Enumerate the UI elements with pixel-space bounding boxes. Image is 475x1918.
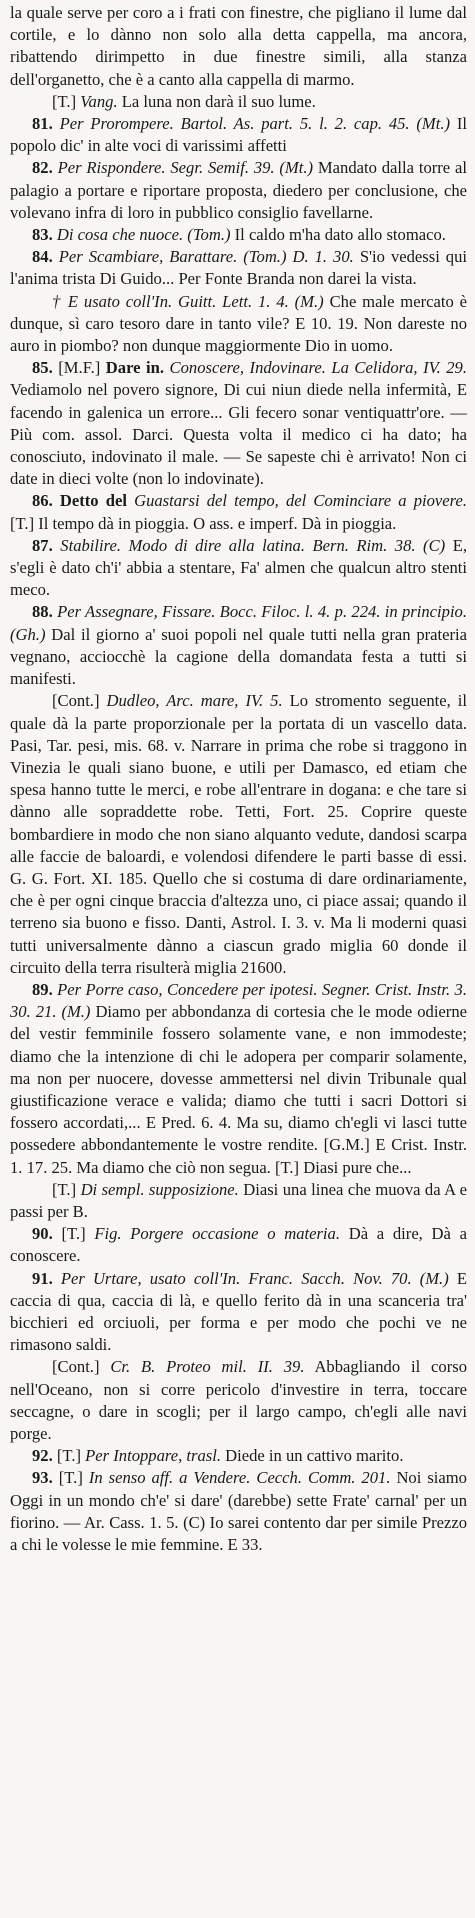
source-tag: [T.]	[58, 1468, 83, 1488]
source-tag: [Cont.]	[52, 691, 100, 711]
citation: Dudleo, Arc. mare, IV. 5.	[106, 691, 283, 711]
citation: † E usato coll'In. Guitt. Lett. 1. 4. (M.)	[52, 291, 324, 311]
entry-text: E, s'egli è dato ch'i' abbia a stentare, Fa' almen che qualcun altro stenti meco.	[10, 535, 468, 600]
entry-text: Noi siamo Oggi in un mondo ch'e' si dare' (darebbe) sette Frate' carnal' per un fiorino. — Ar. Cass. 1. 5. (C) Io sarei contento dar per simile Prezzo a chi le volesse le mie femmine. E 33.	[10, 1468, 467, 1555]
entry-text: Dà a dire, Dà a conoscere.	[10, 1224, 467, 1266]
entry-number: 84.	[32, 247, 53, 267]
entry-88	[10, 601, 467, 690]
source-tag: [T.]	[61, 1224, 86, 1244]
entry-number: 91.	[32, 1268, 53, 1288]
entry-text: Diede in un cattivo marito.	[225, 1446, 404, 1466]
entry-number: 83.	[32, 225, 53, 245]
entry-text: E caccia di qua, caccia di là, e quello ferito dà in una scanceria tra' bicchieri ed orciuoli, per forma e per modo che pochi ve ne rimasono saldi.	[10, 1268, 467, 1355]
entry-text: Lo stromento seguente, il quale dà la parte proporzionale per la portata di un vascello data. Pasi, Tar. pesi, mis. 68. v. Narrare in prima che robe si traggono in Vinezia le quali siano buone, e utili per Damasco, ed etiam che spesa hanno tutte le merci, e robe all'entrare in dogana: e che tare si dànno alle sopraddette robe. Tetti, Fort. 25. Coprire queste bombardiere in modo che non siano alquanto vedute, dandosi scarpa alle faccie de baloardi, e volendosi difendere le parti basse di essi. G. G. Fort. XI. 185. Quello che si costuma di dare ordinariamente, che è per ogni cinque braccia d'altezza uno, ci piace assai; quando il terreno sia buono e fisso. Danti, Astrol. I. 3. v. Ma li moderni quasi tutti universalmente dànno a ciascun grado miglia 60 donde il circuito della terra risulterà miglia 21600.	[10, 691, 468, 977]
entry-number: 82.	[32, 158, 53, 178]
entry-number: 88.	[32, 602, 53, 622]
citation: Guastarsi del tempo, del Cominciare a piovere.	[134, 491, 467, 511]
entry-heading: Detto del	[59, 491, 127, 511]
entry-text: Il caldo m'ha dato allo stomaco.	[234, 225, 446, 245]
entry-87	[10, 535, 467, 602]
citation: Per Urtare, usato coll'In. Franc. Sacch. Nov. 70. (M.)	[60, 1268, 449, 1288]
entry-90	[10, 1223, 467, 1267]
entry-85	[10, 357, 467, 490]
entry-paragraph	[10, 91, 467, 113]
entry-paragraph	[10, 690, 467, 979]
citation: Stabilire. Modo di dire alla latina. Bern. Rim. 38. (C)	[60, 535, 446, 555]
citation: Per Intoppare, trasl.	[85, 1446, 221, 1466]
source-tag: [T.]	[52, 91, 77, 111]
entry-86	[10, 490, 467, 534]
entry-text: Mandato dalla torre al palagio a portare e riportare proposta, diedero per conclusione, che volevano infra di loro in pubblico consiglio favellarne.	[10, 158, 467, 222]
citation: Conoscere, Indovinare. La Celidora, IV. 29.	[169, 358, 467, 378]
entry-paragraph	[10, 1179, 467, 1223]
citation: Per Assegnare, Fissare. Bocc. Filoc. l. 4. p. 224. in principio. (Gh.)	[10, 602, 467, 644]
entry-text: Che male mercato è dunque, sì caro tesoro dare in tanto vile? E 10. 19. Non dareste no auro in piombo? non dunque maggiormente Dio in uomo.	[10, 291, 467, 356]
source-tag: [T.]	[52, 1179, 77, 1199]
entry-number: 87.	[32, 535, 53, 555]
entry-number: 81.	[32, 114, 53, 134]
entry-number: 90.	[32, 1224, 53, 1244]
entry-text: Dal il giorno a' suoi popoli nel quale tutti nella gran prateria vegnano, acciocchè la cagione della domandata festa a tutti si manifesti.	[10, 624, 467, 689]
entry-text: Il popolo dic' in alte voci di varissimi affetti	[10, 114, 467, 156]
entry-text: Diasi una linea che muova da A e passi per B.	[10, 1179, 467, 1221]
entry-82	[10, 157, 467, 224]
citation: In senso aff. a Vendere. Cecch. Comm. 201.	[88, 1468, 391, 1488]
entry-number: 85.	[32, 358, 53, 378]
entry-text: la quale serve per coro a i frati con finestre, che pigliano il lume dal cortile, e lo dànno non solo alla detta cappella, ma ancora, ribattendo dirimpetto in due finestre simili, alla stanza dell'organetto, che è a canto alla cappella di marmo.	[10, 3, 467, 89]
entry-93	[10, 1467, 467, 1556]
entry-heading: Dare in.	[105, 358, 165, 378]
entry-paragraph	[10, 291, 467, 358]
entry-number: 86.	[32, 491, 53, 511]
entry-91	[10, 1268, 467, 1357]
citation: Fig. Porgere occasione o materia.	[94, 1224, 340, 1244]
entry-text: S'io vedessi qui l'anima trista Di Guido... Per Fonte Branda non darei la vista.	[10, 247, 468, 289]
source-tag: [M.F.]	[58, 358, 101, 378]
entry-83	[10, 224, 467, 246]
entry-84	[10, 246, 467, 290]
citation: Per Rispondere. Segr. Semif. 39. (Mt.)	[57, 158, 314, 178]
entry-text: Diamo per abbondanza di cortesia che le mode odierne del vestir femminile fossero solamente vane, e non immodeste; diamo che la intenzione di chi le adopera per comparir solamente, ma non per nuocere, dovesse ammettersi nel divin Tribunale qual giustificazione verace e valida; diamo che tutti i sacri Dottori si fossero accordati,... E Pred. 6. 4. Ma su, diamo ch'egli vi lasci tutte possedere abbondantemente le vostre rendite. [G.M.] E Crist. Instr. 1. 17. 25. Ma diamo che ciò non segua. [T.] Diasi pure che...	[10, 1002, 467, 1177]
entry-number: 93.	[32, 1468, 53, 1488]
citation: Di cosa che nuoce. (Tom.)	[56, 225, 231, 245]
entry-text: Abbagliando il corso nell'Oceano, non si corre pericolo d'investire in terra, toccare seccagne, o dare in scogli; per il largo campo, ch'egli alle navi porge.	[10, 1357, 467, 1443]
entry-number: 89.	[32, 979, 53, 999]
entry-81	[10, 113, 467, 157]
citation: Per Porre caso, Concedere per ipotesi. Segner. Crist. Instr. 3. 30. 21. (M.)	[10, 979, 467, 1022]
entry-text: La luna non darà il suo lume.	[121, 91, 316, 111]
citation: Per Prorompere. Bartol. As. part. 5. l. 2. cap. 45. (Mt.)	[59, 114, 451, 134]
entry-paragraph	[10, 1356, 467, 1445]
source-tag: [Cont.]	[52, 1357, 100, 1377]
entry-paragraph	[10, 2, 467, 91]
citation: Vang.	[80, 91, 118, 111]
entry-text: [T.] Il tempo dà in pioggia. O ass. e imperf. Dà in pioggia.	[10, 513, 397, 533]
citation: Per Scambiare, Barattare. (Tom.) D. 1. 30.	[58, 247, 354, 267]
entry-number: 92.	[32, 1446, 53, 1466]
source-tag: [T.]	[56, 1446, 82, 1466]
citation: Cr. B. Proteo mil. II. 39.	[110, 1357, 305, 1377]
entry-89	[10, 979, 467, 1179]
citation: Di sempl. supposizione.	[80, 1179, 239, 1199]
entry-text: Vediamolo nel povero signore, Di cui niun diede nella infermità, E facendo in galenica un errore... Gli fecero sonar ventiquattr'ore. — Più com. assol. Darci. Questa volta il medico ci ha dato; ha conosciuto, indovinato il male. — Se sapeste chi è arrivato! Non ci date in dieci volte (non lo indovinate).	[10, 380, 467, 489]
entry-92	[10, 1445, 467, 1467]
